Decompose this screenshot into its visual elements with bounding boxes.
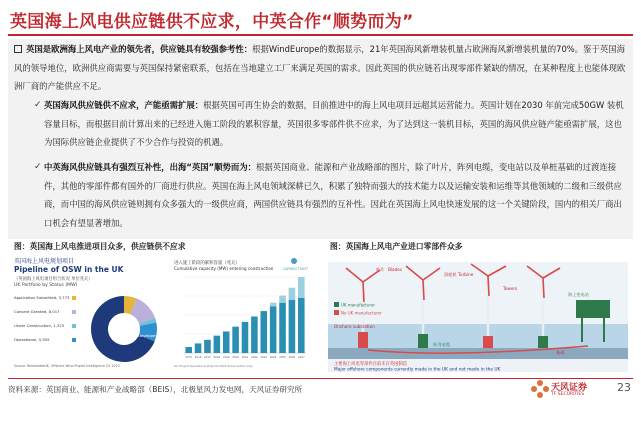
- caption-right: 图：英国海上风电产业进口零部件众多: [330, 242, 463, 251]
- pipeline-source: Source: RenewableUK, Offshore Wind Project Intelligence Q2 2023: [14, 364, 120, 368]
- capacity-bars: [184, 277, 306, 359]
- paragraph-uk-leader-heading: 英国是欧洲海上风电产业的领先者，供应链具有较强参考性：: [26, 44, 253, 54]
- x-tick-label: 2026: [288, 356, 296, 359]
- label-onshore: Onshore substation: [334, 324, 375, 329]
- paragraph-complementarity-heading: 中英海风供应链具有强烈互补性，出海“英国”顺势而为：: [44, 162, 257, 172]
- foundation-3-icon: [483, 336, 493, 348]
- checkbox-bullet-icon: [14, 45, 22, 53]
- pipeline-sub-cn: （英国海上风电项目组合状况 单位兆瓦）: [14, 277, 93, 282]
- donut-label: Under Construction, 1,323: [14, 323, 65, 328]
- bar: [242, 322, 249, 353]
- bar: [251, 316, 258, 353]
- label-cables: 阵列电缆: [433, 342, 450, 347]
- bar: [289, 300, 296, 353]
- x-tick-label: 2022: [251, 356, 258, 359]
- pipeline-donut-chart: [91, 296, 157, 362]
- label-offshore-substation: 海上变电站: [568, 292, 589, 297]
- source-note: 资料来源：英国商业、能源和产业战略部（BEIS），北极星风力发电网，天风证券研究所: [8, 385, 303, 394]
- pipeline-sub-en: UK Portfolio by Status (MW): [14, 283, 78, 288]
- paragraph-uk-leader: [14, 40, 628, 96]
- checkmark-icon: ✓: [34, 100, 42, 110]
- x-tick-label: 2025: [279, 356, 286, 359]
- carbon-trust-brand: CARBON TRUST: [283, 267, 309, 271]
- label-towers: Towers: [503, 286, 518, 291]
- label-turbine-cn: 涡轮机: [444, 272, 457, 277]
- bar: [298, 298, 305, 353]
- page-number: 23: [617, 381, 631, 394]
- bar: [232, 327, 239, 353]
- x-tick-label: 2023: [260, 356, 268, 359]
- legend-no-uk: [334, 310, 382, 316]
- pipeline-figure: [12, 255, 178, 370]
- paragraph-supply-shortage: [44, 96, 628, 152]
- components-illustration: [328, 262, 628, 372]
- bar: [195, 343, 202, 353]
- brand-name: 天风证券: [551, 383, 588, 393]
- donut-label: Operational, 5,555: [14, 337, 50, 342]
- x-tick-label: 2021: [241, 356, 249, 359]
- components-legend-en: Major offshore components currently made in the UK and not made in the UK: [334, 367, 501, 373]
- bar: [214, 336, 221, 353]
- bar: [270, 303, 277, 307]
- donut-label-swatch: [72, 310, 76, 314]
- label-foundation: 基础: [556, 350, 565, 355]
- page-title: 英国海上风电供应链供不应求，中英合作“顺势而为”: [10, 12, 414, 32]
- capacity-title-en: Cumulative capacity (MW) entering construction: [174, 266, 274, 271]
- x-tick-label: 2018: [213, 356, 221, 359]
- x-tick-label: 2027: [298, 356, 305, 359]
- bar: [298, 277, 305, 298]
- legend-uk-label: UK manufacturer: [341, 302, 376, 308]
- paragraph-supply-shortage-heading: 英国海风供应链供不应求，产能亟需扩展：: [44, 100, 204, 110]
- tf-securities-logo-icon: [530, 379, 550, 401]
- x-tick-label: 2020: [232, 356, 239, 359]
- capacity-footnote: OC Project Operations Projects 2022 Subscription Only: [174, 364, 253, 368]
- label-blades-en: Blades: [388, 267, 403, 272]
- foundation-4-icon: [538, 336, 548, 348]
- bar: [185, 347, 192, 353]
- donut-label-swatch: [72, 338, 76, 342]
- bar: [270, 306, 277, 353]
- pipeline-title-en: Pipeline of OSW in the UK: [14, 265, 124, 274]
- bar: [279, 296, 286, 303]
- x-tick-label: 2024: [269, 356, 277, 359]
- carbon-trust-logo: [283, 258, 308, 271]
- foundation-2-icon: [418, 334, 428, 348]
- paragraph-complementarity: [44, 158, 628, 232]
- donut-label-swatch: [72, 324, 76, 328]
- bar: [260, 311, 267, 353]
- bar: [289, 288, 296, 300]
- bar: [223, 331, 230, 353]
- label-turbine-en: Turbine: [458, 272, 474, 277]
- label-blades-cn: 叶片: [376, 267, 385, 272]
- bar: [279, 303, 286, 353]
- components-legend-cn: 主要海上风电零部件目前未在英国制造: [334, 362, 408, 367]
- bar: [204, 340, 211, 353]
- donut-label: Application Submitted, 3,773: [14, 295, 70, 300]
- legend-no-uk-label: No UK manufacturer: [341, 310, 382, 316]
- checkmark-icon: ✓: [34, 162, 42, 172]
- legend-uk-made: [334, 302, 375, 308]
- x-tick-label: 2016: [194, 356, 202, 359]
- paragraph-uk-leader-text: 根据WindEurope的数据显示，21年英国海风新增装机量占欧洲海风新增装机量的70%。鉴于英国海风的领导地位，欧洲供应商需要与英国保持紧密联系，包括在当地建立工厂来满足英国的需求。因此英国的供应链若出现零部件紧缺的情况，在某种程度上也能体现欧洲厂商的产能供应不足。: [14, 44, 626, 92]
- x-tick-label: 2019: [222, 356, 230, 359]
- donut-label-swatch: [72, 296, 76, 300]
- caption-left: 图：英国海上风电推进项目众多，供应链供不应求: [14, 242, 186, 251]
- donut-big-label: Early Development, 41,379: [128, 334, 178, 338]
- capacity-figure: [172, 257, 312, 369]
- pipeline-title-cn: 英国海上风电规划项目: [14, 258, 75, 265]
- foundation-1-icon: [358, 332, 368, 348]
- donut-label: Consent Granted, 8,017: [14, 309, 60, 314]
- x-tick-label: 2015: [185, 356, 192, 359]
- brand-subtitle: TF SECURITIES: [551, 392, 585, 397]
- title-divider: [8, 34, 633, 36]
- x-tick-label: 2017: [204, 356, 211, 359]
- paragraph-supply-shortage-text: 根据英国可再生协会的数据，目前推进中的海上风电项目远超其运营能力。英国计划在2030 年前完成50GW 装机容量目标，而根据目前计算出来的已经进入施工阶段的累积容量，英国很多零部件供不应求，为了达到这一装机目标，英国的海风供应链产能亟需扩展，这也为国际供应链企业提供了不少合作与投资的机遇。: [44, 100, 624, 148]
- capacity-title-cn: 进入施工阶段的累积容量（兆瓦）: [174, 261, 240, 266]
- paragraph-complementarity-text: 根据英国商业、能源和产业战略部的图片，除了叶片，阵列电缆，变电站以及单桩基础的过渡连接件，其他的零部件都有国外的厂商进行供应。英国在海上风电领域深耕已久，积累了独特而强大的技术能力以及运输安装和运维等其他领域的二级和三级供应商，而中国的海风供应链则拥有众多强大的一级供应商，两国供应链具有强烈的互补性。因此在英国海上风电快速发展的这一个关键阶段，国内的相关厂商出口机会有望显著增加。: [44, 162, 622, 228]
